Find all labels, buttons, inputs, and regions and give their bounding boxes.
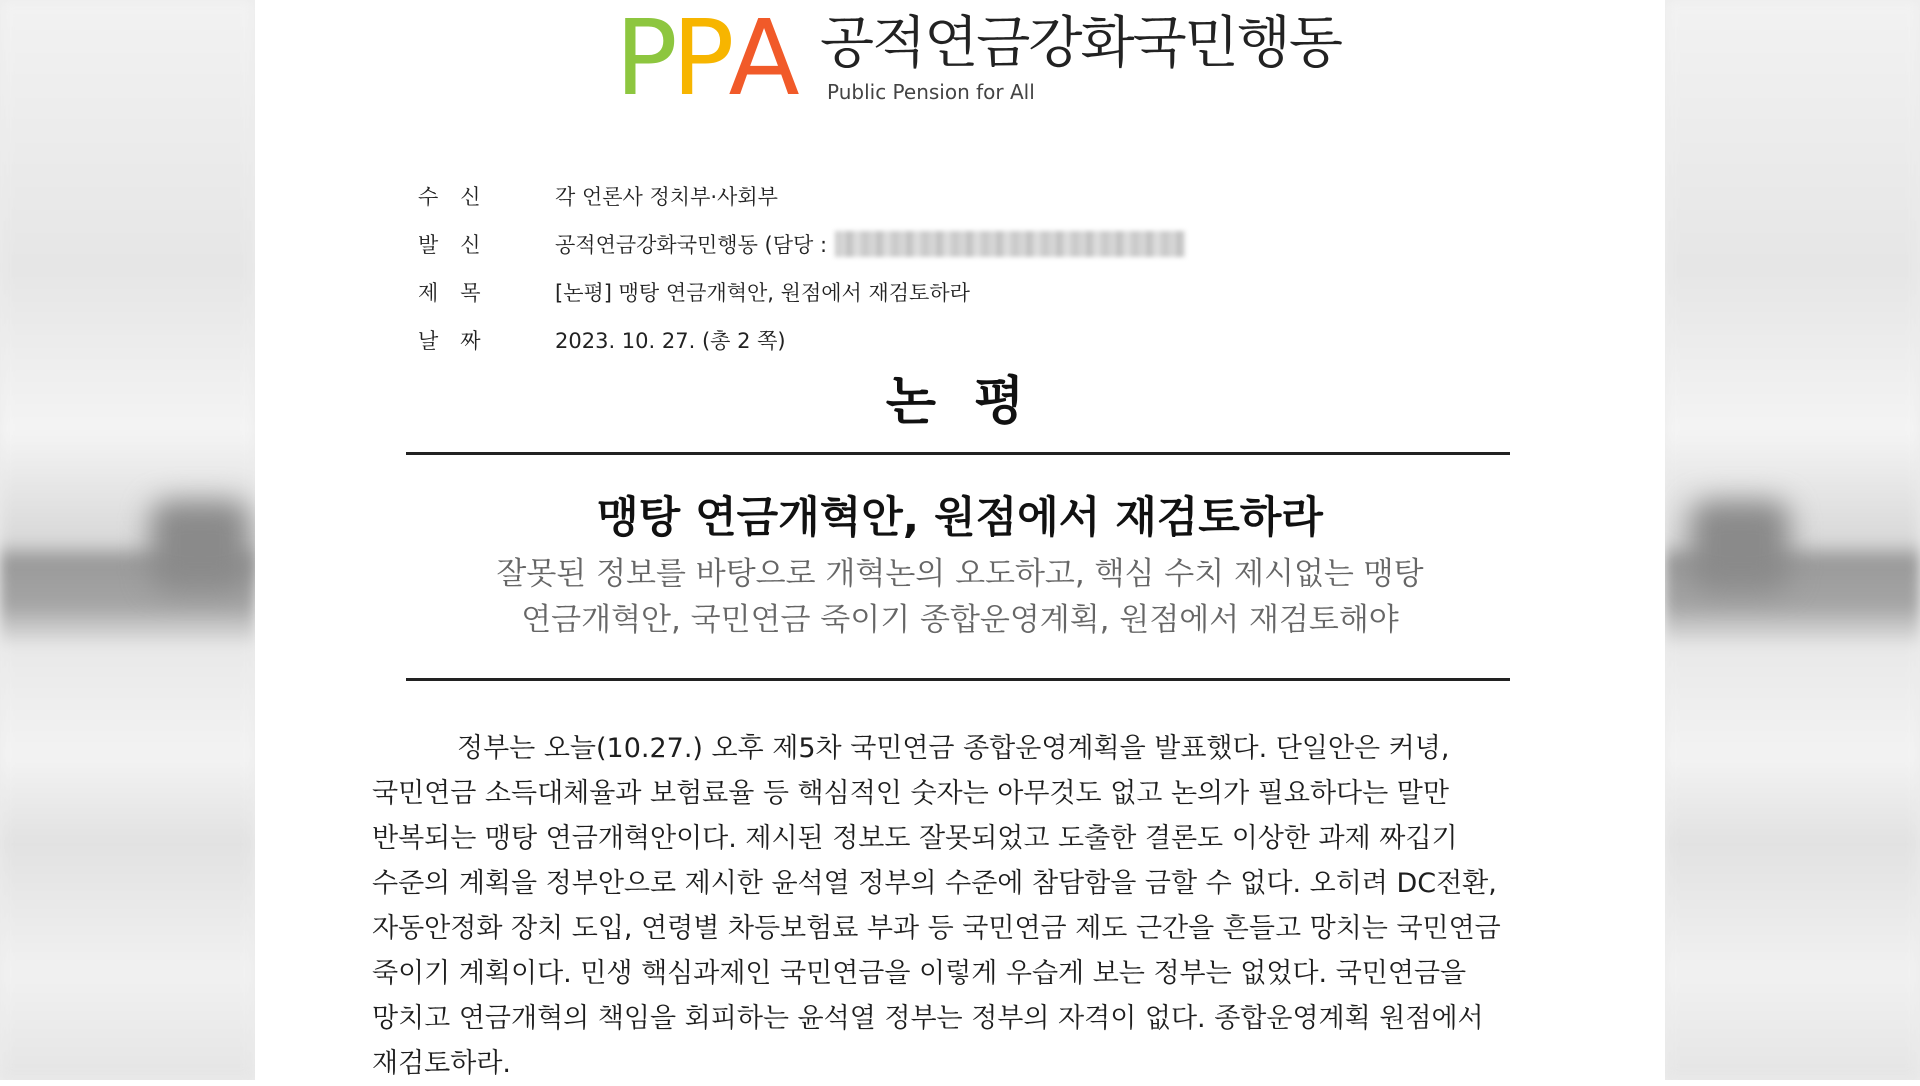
meta-row-date (410, 316, 1310, 364)
meta-row-sender (410, 220, 1310, 268)
meta-value: 각 언론사 정치부·사회부 (555, 185, 778, 209)
ppa-logo (615, 0, 794, 119)
body-line: 재검토하라. (372, 1048, 511, 1079)
subheadline: 잘못된 정보를 바탕으로 개혁논의 오도하고, 핵심 수치 제시없는 맹탕 (496, 556, 1424, 592)
logo-letter-p1: P (615, 0, 672, 119)
divider (406, 678, 1510, 681)
meta-label: 발신 (418, 233, 503, 257)
body-line: 수준의 계획을 정부안으로 제시한 윤석열 정부의 수준에 참담함을 금할 수 없다. 오히려 DC전환, (372, 868, 1497, 899)
meta-row-subject (410, 268, 1310, 316)
divider (406, 452, 1510, 455)
headline: 맹탕 연금개혁안, 원점에서 재검토하라 (597, 493, 1323, 543)
body-line: 정부는 오늘(10.27.) 오후 제5차 국민연금 종합운영계획을 발표했다. 단일안은 커녕, (457, 733, 1450, 764)
document-meta (410, 172, 1310, 364)
document-page (255, 0, 1665, 1080)
logo-letter-p2: P (671, 0, 729, 119)
body-line: 망치고 연금개혁의 책임을 회피하는 윤석열 정부는 정부의 자격이 없다. 종합운영계획 원점에서 (372, 1003, 1484, 1034)
organization-subtitle: Public Pension for All (827, 80, 1035, 104)
meta-label: 수신 (418, 185, 503, 209)
redacted-contact (835, 231, 1185, 257)
body-paragraph (372, 726, 1552, 1086)
body-line: 반복되는 맹탕 연금개혁안이다. 제시된 정보도 잘못되었고 도출한 결론도 이상한 과제 짜깁기 (372, 823, 1458, 854)
meta-label: 날짜 (418, 329, 503, 353)
logo-letter-a: A (728, 0, 794, 119)
body-line: 국민연금 소득대체율과 보험료율 등 핵심적인 숫자는 아무것도 없고 논의가 필요하다는 말만 (372, 778, 1449, 809)
blurred-background-shape (150, 500, 250, 590)
subheadline: 연금개혁안, 국민연금 죽이기 종합운영계획, 원점에서 재검토해야 (521, 602, 1399, 638)
body-line: 죽이기 계획이다. 민생 핵심과제인 국민연금을 이렇게 우습게 보는 정부는 없었다. 국민연금을 (372, 958, 1467, 989)
body-line: 자동안정화 장치 도입, 연령별 차등보험료 부과 등 국민연금 제도 근간을 흔들고 망치는 국민연금 (372, 913, 1501, 944)
organization-name: 공적연금강화국민행동 (820, 11, 1341, 76)
document-type-title: 논 평 (885, 372, 1035, 432)
meta-value: [논평] 맹탕 연금개혁안, 원점에서 재검토하라 (555, 281, 970, 305)
blurred-background-shape (1690, 500, 1790, 590)
meta-row-recipient (410, 172, 1310, 220)
meta-value: 공적연금강화국민행동 (담당 : (555, 233, 828, 257)
meta-label: 제목 (418, 281, 503, 305)
meta-value: 2023. 10. 27. (총 2 쪽) (555, 329, 786, 353)
meta-value-sender (555, 229, 1185, 259)
letterhead (615, 0, 1341, 119)
